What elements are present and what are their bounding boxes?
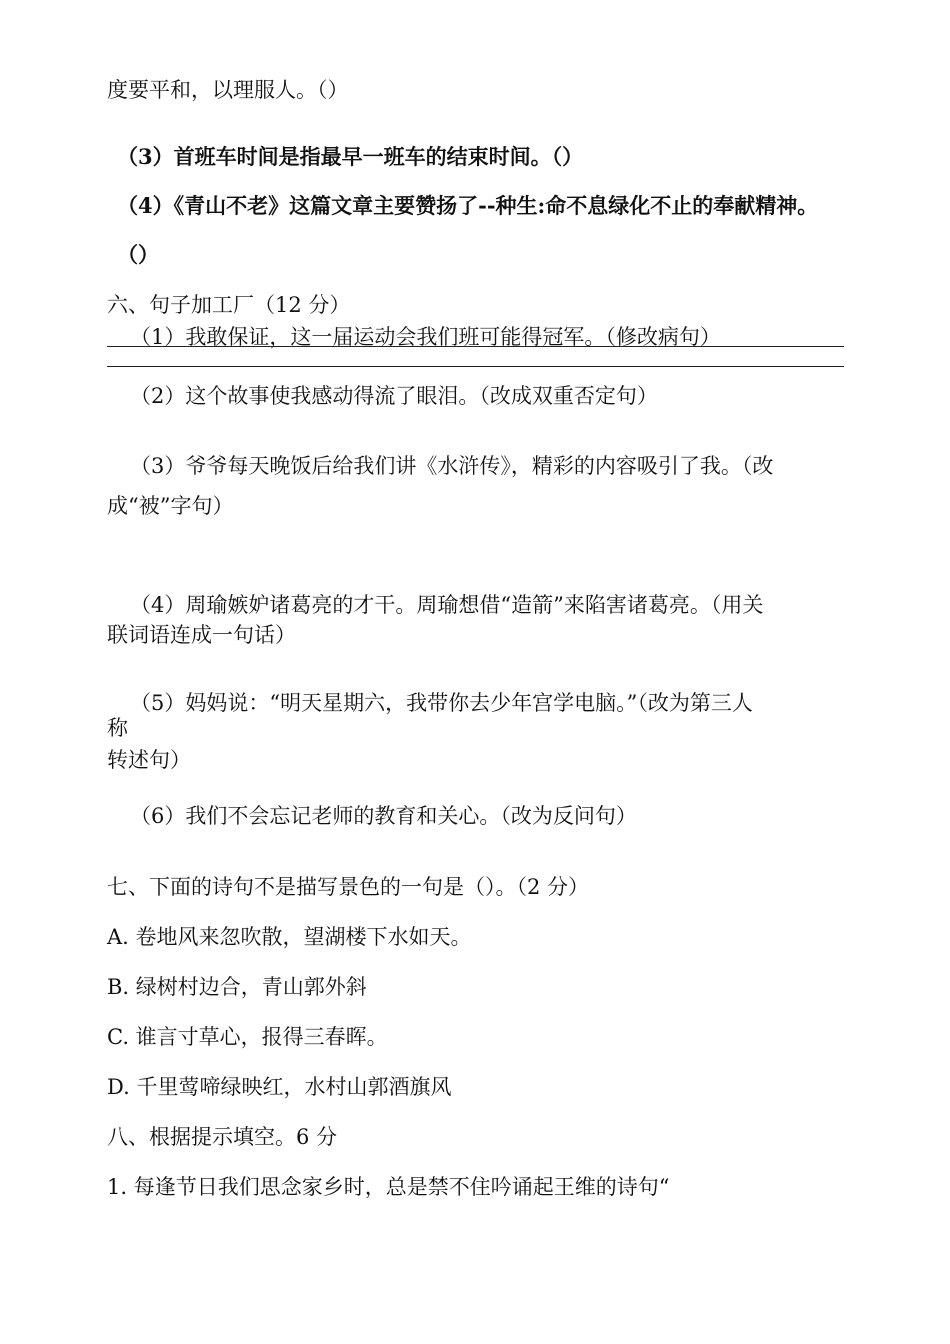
text-line: 称 — [107, 716, 128, 740]
text-line: 联词语连成一句话） — [107, 623, 296, 647]
question-item: （3）首班车时间是指最早一班车的结束时间。（） — [117, 144, 584, 169]
section-heading: 六、句子加工厂（12 分） — [107, 293, 351, 317]
section-heading: 七、下面的诗句不是描写景色的一句是（）。（2 分） — [107, 875, 590, 899]
option-b: B. 绿树村边合，青山郭外斜 — [107, 975, 367, 999]
answer-line — [107, 346, 844, 347]
text-line: 度要平和，以理服人。（） — [107, 78, 349, 102]
option-a: A. 卷地风来忽吹散，望湖楼下水如天。 — [107, 925, 472, 949]
question-item: （2）这个故事使我感动得流了眼泪。（改成双重否定句） — [130, 384, 658, 408]
question-item: （4）周瑜嫉妒诸葛亮的才干。周瑜想借“造箭”来陷害诸葛亮。（用关 — [130, 593, 764, 617]
question-item: （5）妈妈说：“明天星期六，我带你去少年宫学电脑。”（改为第三人 — [130, 691, 753, 715]
question-item: （3）爷爷每天晚饭后给我们讲《水浒传》，精彩的内容吸引了我。（改 — [130, 454, 774, 478]
answer-line — [107, 366, 844, 367]
question-item: （4）《青山不老》这篇文章主要赞扬了--种生:命不息绿化不止的奉献精神。 — [117, 193, 819, 218]
question-item: （1）我敢保证，这一届运动会我们班可能得冠军。（修改病句） — [130, 325, 721, 349]
question-item: （6）我们不会忘记老师的教育和关心。（改为反问句） — [130, 804, 637, 828]
text-line: 成“被”字句） — [107, 494, 234, 518]
option-d: D. 千里莺啼绿映红，水村山郭酒旗风 — [107, 1075, 452, 1099]
answer-bracket: （） — [117, 242, 159, 267]
text-line: 转述句） — [107, 748, 191, 772]
section-heading: 八、根据提示填空。6 分 — [107, 1125, 338, 1149]
question-item: 1. 每逢节日我们思念家乡时，总是禁不住吟诵起王维的诗句“ — [107, 1175, 670, 1199]
option-c: C. 谁言寸草心，报得三春晖。 — [107, 1025, 388, 1049]
